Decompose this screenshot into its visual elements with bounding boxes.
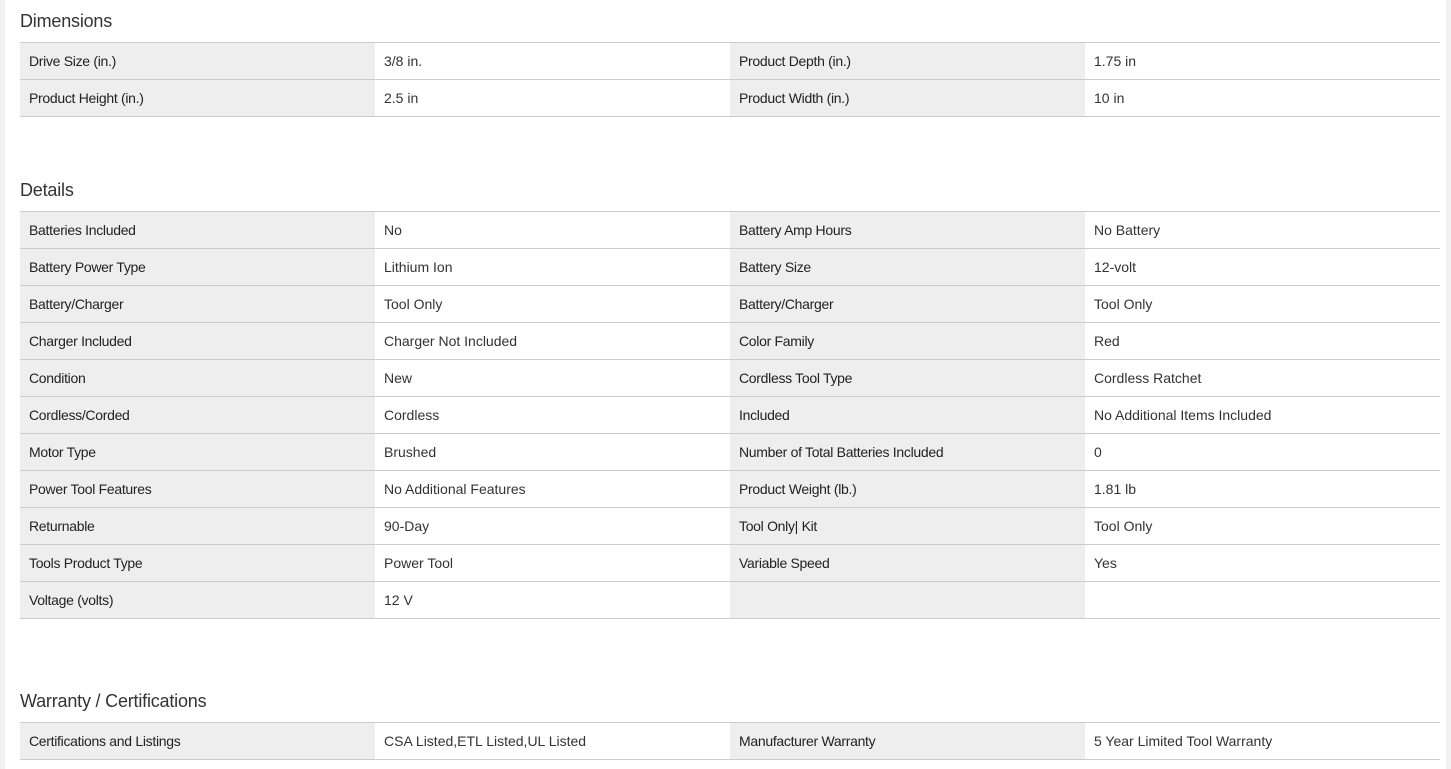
warranty-section bbox=[20, 680, 1440, 760]
spec-value: 0 bbox=[1085, 434, 1440, 471]
spec-value bbox=[1085, 582, 1440, 619]
spec-value: 12 V bbox=[375, 582, 730, 619]
spec-value: Charger Not Included bbox=[375, 323, 730, 360]
details-section bbox=[20, 169, 1440, 619]
spec-value: Tool Only bbox=[1085, 508, 1440, 545]
spec-value: New bbox=[375, 360, 730, 397]
section-title-warranty: Warranty / Certifications bbox=[20, 691, 207, 711]
spec-label: Variable Speed bbox=[730, 545, 1085, 582]
spec-value: No bbox=[375, 212, 730, 249]
spec-value: Power Tool bbox=[375, 545, 730, 582]
spec-row bbox=[20, 323, 1440, 360]
spec-value: 90-Day bbox=[375, 508, 730, 545]
spec-label: Motor Type bbox=[20, 434, 375, 471]
spec-row bbox=[20, 286, 1440, 323]
spec-label: Voltage (volts) bbox=[20, 582, 375, 619]
spec-row bbox=[20, 471, 1440, 508]
spec-label: Tools Product Type bbox=[20, 545, 375, 582]
spec-label: Product Height (in.) bbox=[20, 80, 375, 117]
dimensions-table bbox=[20, 42, 1440, 117]
spec-value: 1.81 lb bbox=[1085, 471, 1440, 508]
spec-row bbox=[20, 80, 1440, 117]
spec-label: Product Width (in.) bbox=[730, 80, 1085, 117]
spec-label: Condition bbox=[20, 360, 375, 397]
spec-label bbox=[730, 582, 1085, 619]
spec-label: Tool Only| Kit bbox=[730, 508, 1085, 545]
spec-value: CSA Listed,ETL Listed,UL Listed bbox=[375, 723, 730, 760]
spec-row bbox=[20, 360, 1440, 397]
spec-label: Battery Size bbox=[730, 249, 1085, 286]
spec-value: 5 Year Limited Tool Warranty bbox=[1085, 723, 1440, 760]
spec-value: 10 in bbox=[1085, 80, 1440, 117]
spec-value: Brushed bbox=[375, 434, 730, 471]
spec-row bbox=[20, 397, 1440, 434]
spec-value: Cordless Ratchet bbox=[1085, 360, 1440, 397]
spec-label: Power Tool Features bbox=[20, 471, 375, 508]
spec-label: Batteries Included bbox=[20, 212, 375, 249]
spec-value: Yes bbox=[1085, 545, 1440, 582]
section-title-details: Details bbox=[20, 180, 74, 200]
spec-label: Returnable bbox=[20, 508, 375, 545]
details-table bbox=[20, 211, 1440, 619]
spec-value: 1.75 in bbox=[1085, 43, 1440, 80]
spec-value: No Battery bbox=[1085, 212, 1440, 249]
spec-label: Drive Size (in.) bbox=[20, 43, 375, 80]
dimensions-section bbox=[20, 0, 1440, 117]
spec-value: 2.5 in bbox=[375, 80, 730, 117]
spec-label: Certifications and Listings bbox=[20, 723, 375, 760]
spec-value: Lithium Ion bbox=[375, 249, 730, 286]
spec-value: Tool Only bbox=[375, 286, 730, 323]
spec-label: Cordless Tool Type bbox=[730, 360, 1085, 397]
spec-label: Manufacturer Warranty bbox=[730, 723, 1085, 760]
spec-value: Tool Only bbox=[1085, 286, 1440, 323]
spec-label: Included bbox=[730, 397, 1085, 434]
spec-value: Red bbox=[1085, 323, 1440, 360]
spec-label: Battery Amp Hours bbox=[730, 212, 1085, 249]
spec-value: 12-volt bbox=[1085, 249, 1440, 286]
spec-label: Charger Included bbox=[20, 323, 375, 360]
spec-label: Product Depth (in.) bbox=[730, 43, 1085, 80]
spec-row bbox=[20, 434, 1440, 471]
spec-label: Color Family bbox=[730, 323, 1085, 360]
spec-row bbox=[20, 249, 1440, 286]
spec-label: Product Weight (lb.) bbox=[730, 471, 1085, 508]
spec-row bbox=[20, 43, 1440, 80]
spec-label: Number of Total Batteries Included bbox=[730, 434, 1085, 471]
spec-value: No Additional Items Included bbox=[1085, 397, 1440, 434]
spec-value: 3/8 in. bbox=[375, 43, 730, 80]
spec-row bbox=[20, 212, 1440, 249]
spec-row bbox=[20, 582, 1440, 619]
warranty-table bbox=[20, 722, 1440, 760]
spec-label: Battery/Charger bbox=[730, 286, 1085, 323]
spec-row bbox=[20, 723, 1440, 760]
spec-value: Cordless bbox=[375, 397, 730, 434]
spec-value: No Additional Features bbox=[375, 471, 730, 508]
spec-label: Battery/Charger bbox=[20, 286, 375, 323]
spec-label: Battery Power Type bbox=[20, 249, 375, 286]
section-title-dimensions: Dimensions bbox=[20, 11, 113, 31]
spec-row bbox=[20, 545, 1440, 582]
spec-label: Cordless/Corded bbox=[20, 397, 375, 434]
spec-row bbox=[20, 508, 1440, 545]
